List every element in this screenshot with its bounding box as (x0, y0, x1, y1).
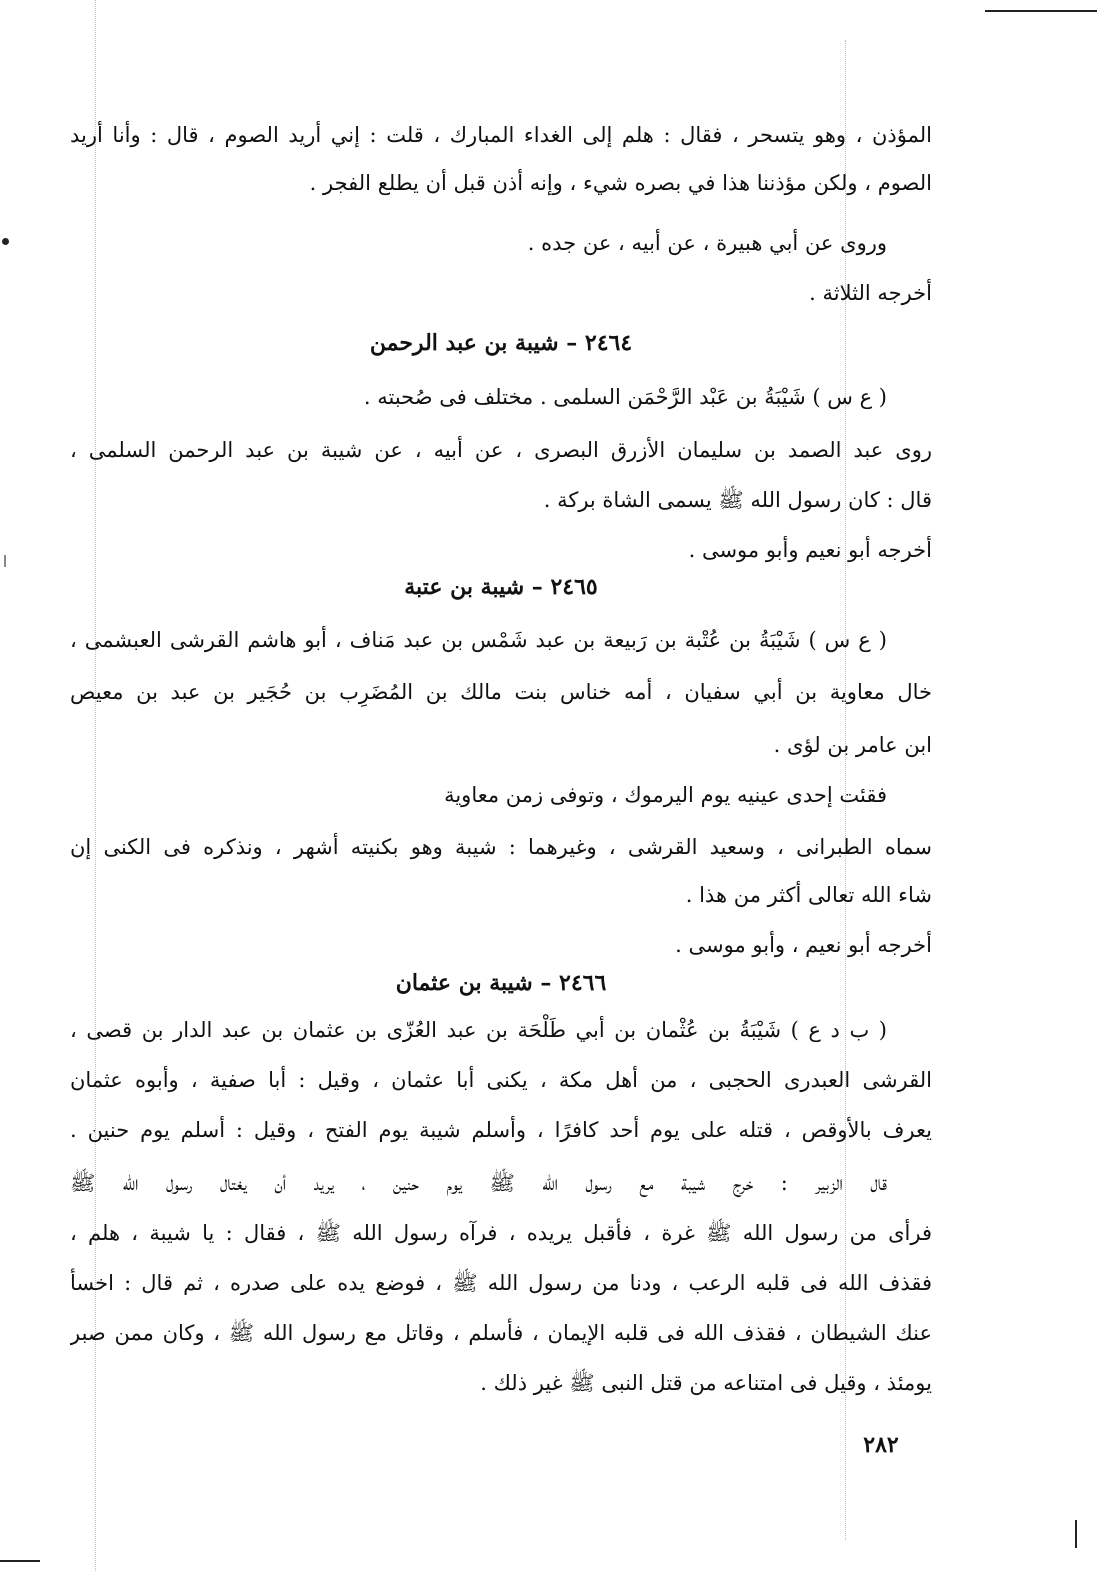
text-line: ( ع س ) شَيْبَةُ بن عَبْد الرَّحْمَن السلمى . مختلف فى صُحبته . (363, 385, 887, 409)
left-margin-speck (4, 555, 6, 567)
text-line: يومئذ ، وقيل فى امتناعه من قتل النبى ﷺ غير ذلك . (480, 1371, 932, 1395)
text-line: سماه الطبرانى ، وسعيد القرشى ، وغيرهما : شيبة وهو بكنيته أشهر ، ونذكره فى الكنى إن (70, 835, 932, 859)
bottom-right-margin-mark (1075, 1520, 1077, 1548)
text-line: خال معاوية بن أبي سفيان ، أمه خناس بنت مالك بن المُضَرِب بن حُجَير بن عبد بن معيص (70, 680, 932, 704)
text-line: شاء الله تعالى أكثر من هذا . (685, 883, 932, 907)
text-line: ( ع س ) شَيْبَةُ بن عُتْبة بن رَبيعة بن عبد شَمْس بن عبد مَناف ، أبو هاشم القرشى العبشمى ، (70, 628, 887, 652)
text-line: قال الزبير : خرج شيبة مع رسول الله ﷺ يوم حنين ، يريد أن يغتال رسول الله ﷺ (70, 1171, 887, 1195)
entry-heading-2464: ٢٤٦٤ – شيبة بن عبد الرحمن (369, 330, 633, 356)
bottom-left-scan-line (0, 1560, 40, 1562)
page-text (70, 115, 932, 1405)
text-line: فقذف الله فى قلبه الرعب ، ودنا من رسول الله ﷺ ، فوضع يده على صدره ، ثم قال : اخسأ (70, 1271, 932, 1295)
text-line: فرأى من رسول الله ﷺ غرة ، فأقبل يريده ، فرآه رسول الله ﷺ ، فقال : يا شيبة ، هلم ، (70, 1221, 932, 1245)
source-line: أخرجه الثلاثة . (809, 281, 932, 305)
text-line: فقئت إحدى عينيه يوم اليرموك ، وتوفى زمن معاوية (444, 783, 887, 807)
text-line: يعرف بالأوقص ، قتله على يوم أحد كافرًا ، وأسلم شيبة يوم الفتح ، وقيل : أسلم يوم حنين . (70, 1118, 932, 1142)
text-line: قال : كان رسول الله ﷺ يسمى الشاة بركة . (543, 488, 932, 512)
text-line: الصوم ، ولكن مؤذننا هذا في بصره شيء ، وإنه أذن قبل أن يطلع الفجر . (309, 171, 932, 195)
text-line: روى عبد الصمد بن سليمان الأزرق البصرى ، عن أبيه ، عن شيبة بن عبد الرحمن السلمى ، (70, 438, 932, 462)
entry-heading-2465: ٢٤٦٥ – شيبة بن عتبة (404, 574, 598, 600)
text-line: ( ب د ع ) شَيْبَةُ بن عُثْمان بن أبي طَلْحَة بن عبد العُزّى بن عثمان بن عبد الدار بن قصى ، (70, 1018, 887, 1042)
top-right-scan-line (985, 10, 1097, 12)
text-line: عنك الشيطان ، فقذف الله فى قلبه الإيمان ، فأسلم ، وقاتل مع رسول الله ﷺ ، وكان ممن صبر (70, 1321, 932, 1345)
text-line: ابن عامر بن لؤى . (773, 733, 932, 757)
text-line: القرشى العبدرى الحجبى ، من أهل مكة ، يكنى أبا عثمان ، وقيل : أبا صفية ، وأبوه عثمان (70, 1068, 932, 1092)
entry-heading-2466: ٢٤٦٦ – شيبة بن عثمان (395, 970, 607, 996)
left-margin-dot (2, 238, 9, 245)
source-line: أخرجه أبو نعيم ، وأبو موسى . (675, 933, 932, 957)
page-number: ٢٨٢ (863, 1432, 899, 1458)
narration-line: وروى عن أبي هبيرة ، عن أبيه ، عن جده . (527, 231, 887, 255)
text-line: المؤذن ، وهو يتسحر ، فقال : هلم إلى الغداء المبارك ، قلت : إني أريد الصوم ، قال : وأنا أريد (70, 123, 932, 147)
source-line: أخرجه أبو نعيم وأبو موسى . (688, 538, 932, 562)
